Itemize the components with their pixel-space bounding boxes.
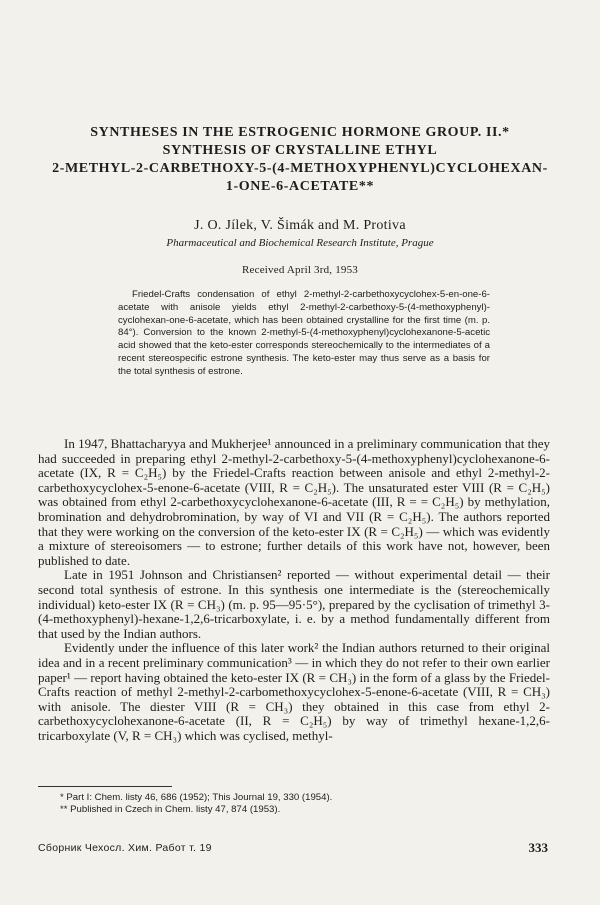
authors: J. O. Jílek, V. Šimák and M. Protiva [194, 218, 406, 233]
title-line: 1-ONE-6-ACETATE** [225, 179, 375, 194]
abstract-text: Friedel-Crafts condensation of ethyl 2-methyl-2-carbethoxycyclohex-5-en-one-6-acetate with anisole yields ethyl 2-methyl-2-carbethoxy-5-(4-methoxyphenyl)-cyclohexan-one-6-acetate, which has been obtained crystalline for the first time (m. p. 84°). Conversion to the known 2-methyl-5-(4-methoxyphenyl)cyclohexanone-5-acetic acid showed that the keto-ester corresponds stereochemically to the intermediates of a recent stereospecific estrone synthesis. The keto-ester may thus serve as a basis for the total synthesis of estrone. [118, 289, 490, 377]
footnote: * Part I: Chem. listy 46, 686 (1952); This Journal 19, 330 (1954). [60, 792, 333, 803]
page-number: 333 [528, 840, 548, 855]
footnote-rule [38, 786, 172, 787]
article-title [20, 124, 580, 196]
body-paragraph: Evidently under the influence of this later work² the Indian authors returned to their original idea and in a recent preliminary communication³ — in which they do not refer to their own earlier paper¹ — report having obtained the keto-ester IX (R = CH₃) in the form of a glass by the Friedel-Crafts reaction of methyl 2-methyl-2-carbomethoxycyclohex-5-enone-6-acetate (VIII, R = CH₃) with anisole. The diester VIII (R = CH₃) they obtained in this case from ethyl 2-carbethoxycyclohexanone-6-acetate (II, R = C₂H₅) by way of trimethyl hexane-1,2,6-tricarboxylate (V, R = CH₃) which was cyclised, methyl- [38, 640, 550, 743]
article-body [38, 437, 550, 743]
received-date: Received April 3rd, 1953 [242, 264, 358, 276]
footnote: ** Published in Czech in Chem. listy 47, 874 (1953). [60, 804, 281, 815]
running-footer-journal: Сборник Чехосл. Хим. Работ т. 19 [38, 842, 212, 854]
body-paragraph: Late in 1951 Johnson and Christiansen² reported — without experimental detail — their second total synthesis of estrone. In this synthesis one intermediate is the (stereochemically individual) keto-ester IX (R = CH₃) (m. p. 95—95·5°), prepared by the cyclisation of trimethyl 3-(4-methoxyphenyl)-hexane-1,2,6-tricarboxylate, i. e. by a method fundamentally different from that used by the Indian authors. [38, 567, 550, 641]
abstract [118, 289, 490, 379]
title-line: SYNTHESIS OF CRYSTALLINE ETHYL [162, 143, 438, 158]
affiliation: Pharmaceutical and Biochemical Research Institute, Prague [166, 237, 434, 249]
title-line: 2-METHYL-2-CARBETHOXY-5-(4-METHOXYPHENYL)CYCLOHEXAN- [52, 161, 548, 176]
footnotes [38, 786, 550, 816]
title-line: SYNTHESES IN THE ESTROGENIC HORMONE GROUP. II.* [90, 125, 510, 140]
body-paragraph: In 1947, Bhattacharyya and Mukherjee¹ announced in a preliminary communication that they had succeeded in preparing ethyl 2-methyl-2-carbethoxy-5-(4-methoxyphenyl)cyclohexanone-6-acetate (IX, R = C₂H₅) by the Friedel-Crafts reaction between anisole and ethyl 2-methyl-2-carbethoxycyclohex-5-enone-6-acetate (VIII, R = C₂H₅). The unsaturated ester VIII (R = C₂H₅) was obtained from ethyl 2-carbethoxycyclohexanone-6-acetate (III, R = = C₂H₅) by methylation, bromination and dehydrobromination, by way of VI and VII (R = C₂H₅). The authors reported that they were working on the conversion of the keto-ester IX (R = C₂H₅) — which was evidently a mixture of stereoisomers — to estrone; further details of this work have not, however, been published to date. [38, 436, 550, 568]
